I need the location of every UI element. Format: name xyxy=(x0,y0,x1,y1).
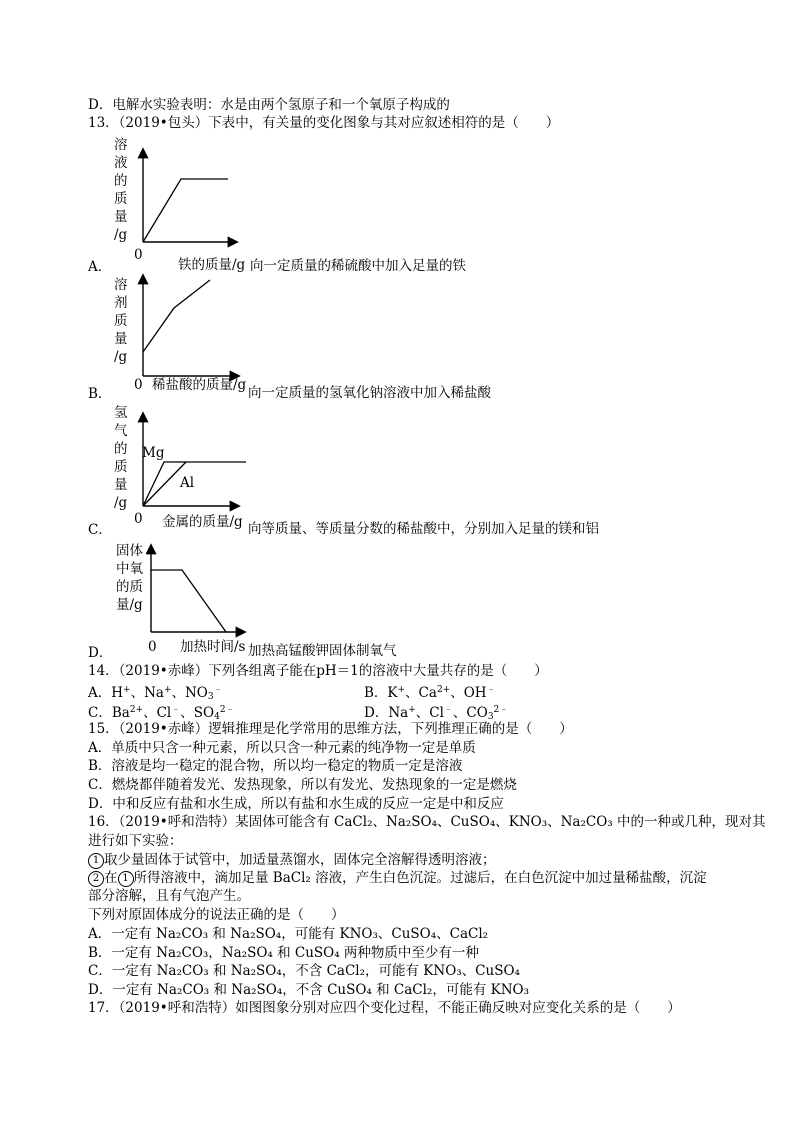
graph-a-plot xyxy=(136,146,246,250)
q13-stem: 13．（2019•包头）下表中，有关量的变化图象与其对应叙述相符的是（ ） xyxy=(88,115,560,131)
q16-step-2-cont: 部分溶解，且有气泡产生。 xyxy=(88,888,250,904)
option-b-letter: B． xyxy=(88,386,112,402)
q15-stem: 15．（2019•赤峰）逻辑推理是化学常用的思维方法，下列推理正确的是（ ） xyxy=(88,721,573,737)
q14-option-d: D．Na+、Cl﹣、$CO_3^{2﹣}$ xyxy=(364,705,509,722)
q14-option-c: C．$Ba^{2+}$、Cl﹣、$SO_4^{2﹣}$ xyxy=(88,705,235,722)
q16-option-a: A．一定有 Na₂CO₃ 和 Na₂SO₄，可能有 KNO₃、CuSO₄、CaCl₂ xyxy=(88,926,489,942)
series-label-mg: Mg xyxy=(142,445,165,461)
graph-d-xlabel: 加热时间/s xyxy=(180,639,246,655)
graph-c-plot xyxy=(136,410,246,514)
q14-option-b: B．K+、$Ca^{2+}$、OH﹣ xyxy=(364,685,496,701)
circled-number-1: 1 xyxy=(88,853,104,869)
q15-option-c: C．燃烧都伴随着发光、发热现象，所以有发光、发热现象的一定是燃烧 xyxy=(88,777,517,793)
q17-stem: 17．（2019•呼和浩特）如图图象分别对应四个变化过程，不能正确反映对应变化关系的是（ ） xyxy=(88,1000,681,1016)
graph-b-plot xyxy=(136,272,246,382)
option-c-description: 向等质量、等质量分数的稀盐酸中，分别加入足量的镁和铝 xyxy=(248,521,599,537)
graph-b-ylabel: 溶 剂 质 量 /g xyxy=(114,277,128,365)
option-d-letter: D． xyxy=(88,645,113,661)
circled-number-1-ref: 1 xyxy=(118,871,134,887)
graph-a-ylabel: 溶 液 的 质 量 /g xyxy=(114,137,128,243)
q16-step-2: 2 在 1 所得溶液中，滴加足量 BaCl₂ 溶液，产生白色沉淀。过滤后，在白色沉淀中加过量稀盐酸，沉淀 xyxy=(88,869,707,887)
circled-number-2: 2 xyxy=(88,871,104,887)
q14-stem: 14．（2019•赤峰）下列各组离子能在pH＝1的溶液中大量共存的是（ ） xyxy=(88,663,548,679)
q16-option-d: D．一定有 Na₂CO₃ 和 Na₂SO₄，不含 CuSO₄ 和 CaCl₂，可能有 KNO₃ xyxy=(88,982,530,998)
series-label-al: Al xyxy=(180,475,195,491)
graph-c-origin: 0 xyxy=(134,511,143,527)
q15-option-a: A．单质中只含一种元素，所以只含一种元素的纯净物一定是单质 xyxy=(88,740,476,756)
option-d-description: 加热高锰酸钾固体制氧气 xyxy=(248,643,397,659)
data-line xyxy=(143,179,228,242)
option-b-description: 向一定质量的氢氧化钠溶液中加入稀盐酸 xyxy=(248,385,491,401)
graph-d-plot xyxy=(146,542,250,638)
option-c-letter: C． xyxy=(88,522,112,538)
q14-option-a: A．H+、Na+、$NO_3^﹣$ xyxy=(88,685,223,702)
graph-d-origin: 0 xyxy=(148,639,157,655)
graph-a-origin: 0 xyxy=(134,247,143,263)
q15-option-d: D．中和反应有盐和水生成，所以有盐和水生成的反应一定是中和反应 xyxy=(88,796,504,812)
graph-c-xlabel: 金属的质量/g xyxy=(162,514,243,530)
q16-option-c: C．一定有 Na₂CO₃ 和 Na₂SO₄，不含 CaCl₂，可能有 KNO₃、CuSO₄ xyxy=(88,963,520,979)
q15-option-b: B．溶液是均一稳定的混合物，所以均一稳定的物质一定是溶液 xyxy=(88,758,463,774)
data-line xyxy=(151,570,226,632)
graph-c-ylabel: 氢 气 的 质 量 /g xyxy=(114,405,128,511)
data-line xyxy=(143,280,210,352)
series-mg-line xyxy=(143,462,246,506)
graph-b-xlabel: 稀盐酸的质量/g xyxy=(152,377,247,393)
graph-d-ylabel: 固体 中氧 的质 量/g xyxy=(116,543,143,613)
graph-b-origin: 0 xyxy=(134,377,143,393)
q16-stem-line1: 16．（2019•呼和浩特）某固体可能含有 CaCl₂、Na₂SO₄、CuSO₄、KNO₃、Na₂CO₃ 中的一种或几种，现对其 xyxy=(88,814,766,830)
option-a-description: 向一定质量的稀硫酸中加入足量的铁 xyxy=(250,258,466,274)
q16-step-1: 1 取少量固体于试管中，加适量蒸馏水，固体完全溶解得透明溶液； xyxy=(88,851,496,869)
q16-stem-line2: 进行如下实验： xyxy=(88,833,183,849)
q16-option-b: B．一定有 Na₂CO₃，Na₂SO₄ 和 CuSO₄ 两种物质中至少有一种 xyxy=(88,945,479,961)
option-a-letter: A． xyxy=(88,259,112,275)
q12-option-d: D．电解水实验表明：水是由两个氢原子和一个氧原子构成的 xyxy=(88,97,450,113)
graph-a-xlabel: 铁的质量/g xyxy=(178,257,246,273)
q16-ask: 下列对原固体成分的说法正确的是（ ） xyxy=(88,907,345,923)
